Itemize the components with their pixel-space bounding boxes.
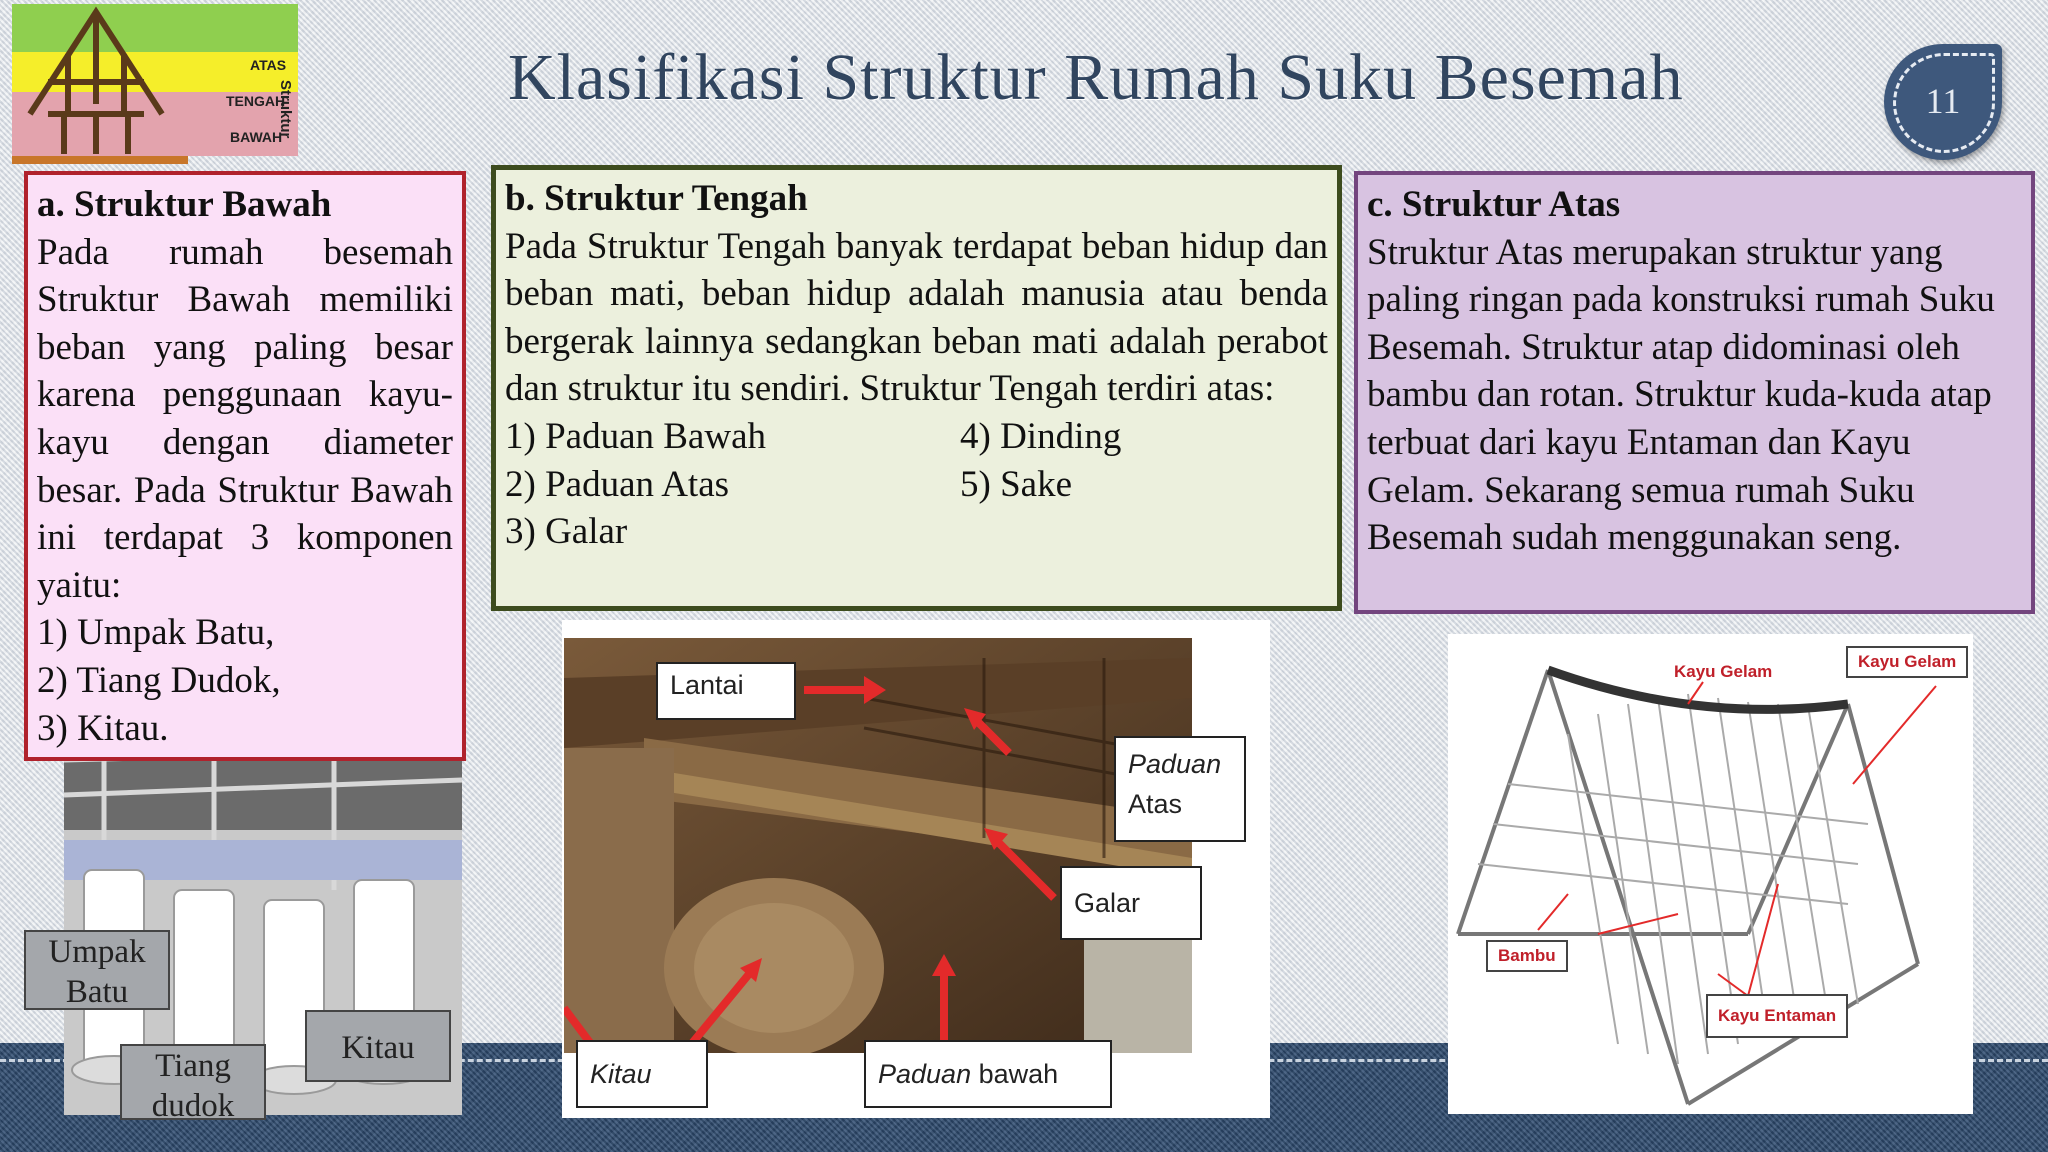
label-bambu: Bambu <box>1486 940 1568 972</box>
list-item: 5) Sake <box>960 463 1072 505</box>
list-item: 2) Paduan Atas <box>505 463 730 505</box>
thumb-label-bawah: BAWAH <box>230 129 283 145</box>
struktur-tengah-heading: b. Struktur Tengah <box>505 178 808 219</box>
list-item: 1) Umpak Batu, <box>37 612 275 654</box>
list-item: 3) Galar <box>505 511 628 553</box>
list-item: 3) Kitau. <box>37 707 169 749</box>
thumb-label-atas: ATAS <box>250 57 287 73</box>
struktur-atas-photo <box>1448 634 1973 1114</box>
struktur-bawah-heading: a. Struktur Bawah <box>37 184 332 225</box>
label-kayu-gelam-2: Kayu Gelam <box>1846 646 1968 678</box>
list-item: 2) Tiang Dudok, <box>37 659 281 701</box>
struktur-atas-heading: c. Struktur Atas <box>1367 184 1621 225</box>
label-paduan-bawah-line2: bawah <box>971 1059 1059 1089</box>
struktur-tengah-list <box>505 413 1328 556</box>
callout-umpak-batu: Umpak Batu <box>24 930 170 1010</box>
list-item <box>960 508 1328 556</box>
label-paduan-atas-line1: Paduan <box>1128 749 1222 779</box>
struktur-atas-photo-frame <box>1448 634 1973 1114</box>
label-galar: Galar <box>1060 866 1202 940</box>
slide-title: Klasifikasi Struktur Rumah Suku Besemah <box>508 41 1684 114</box>
label-paduan-atas-line2: Atas <box>1128 789 1183 819</box>
thumb-label-tengah: TENGAH <box>226 93 286 109</box>
struktur-bawah-body: Pada rumah besemah Struktur Bawah memiliki beban yang paling besar karena penggunaan kayu-kayu dengan diameter besar. Pada Struktur Bawah ini terdapat 3 komponen yaitu: <box>37 231 453 606</box>
callout-tiang-dudok: Tiang dudok <box>120 1044 266 1120</box>
label-paduan-bawah-line1: Paduan <box>878 1059 972 1089</box>
page-number-badge <box>1884 44 2002 160</box>
label-lantai: Lantai <box>656 662 796 720</box>
struktur-tengah-photo-frame <box>562 620 1270 1118</box>
label-kayu-entaman: Kayu Entaman <box>1706 994 1848 1038</box>
struktur-tengah-body: Pada Struktur Tengah banyak terdapat beban hidup dan beban mati, beban hidup adalah manusia atau benda bergerak lainnya sedangkan beban mati adalah perabot dan struktur itu sendiri. Struktur Tengah terdiri atas: <box>505 225 1328 410</box>
struktur-atas-body: Struktur Atas merupakan struktur yang paling ringan pada konstruksi rumah Suku Besemah. Struktur atap didominasi oleh bambu dan rotan. Struktur kuda-kuda atap terbuat dari kayu Entaman dan Kayu Gelam. Sekarang semua rumah Suku Besemah sudah menggunakan seng. <box>1367 231 1995 559</box>
label-kayu-gelam-1: Kayu Gelam <box>1674 662 1773 681</box>
struktur-bawah-box <box>24 171 466 761</box>
thumb-side-label: Struktur <box>277 80 294 139</box>
struktur-tengah-box <box>491 165 1342 611</box>
label-kitau: Kitau <box>576 1040 708 1108</box>
list-item: 4) Dinding <box>960 415 1122 457</box>
page-number: 11 <box>1925 81 1961 121</box>
list-item: 1) Paduan Bawah <box>505 415 766 457</box>
label-paduan-bawah <box>864 1040 1112 1108</box>
callout-kitau: Kitau <box>305 1010 451 1082</box>
structure-thumbnail <box>8 4 304 168</box>
label-paduan-atas <box>1114 736 1246 842</box>
struktur-atas-box <box>1354 171 2035 614</box>
